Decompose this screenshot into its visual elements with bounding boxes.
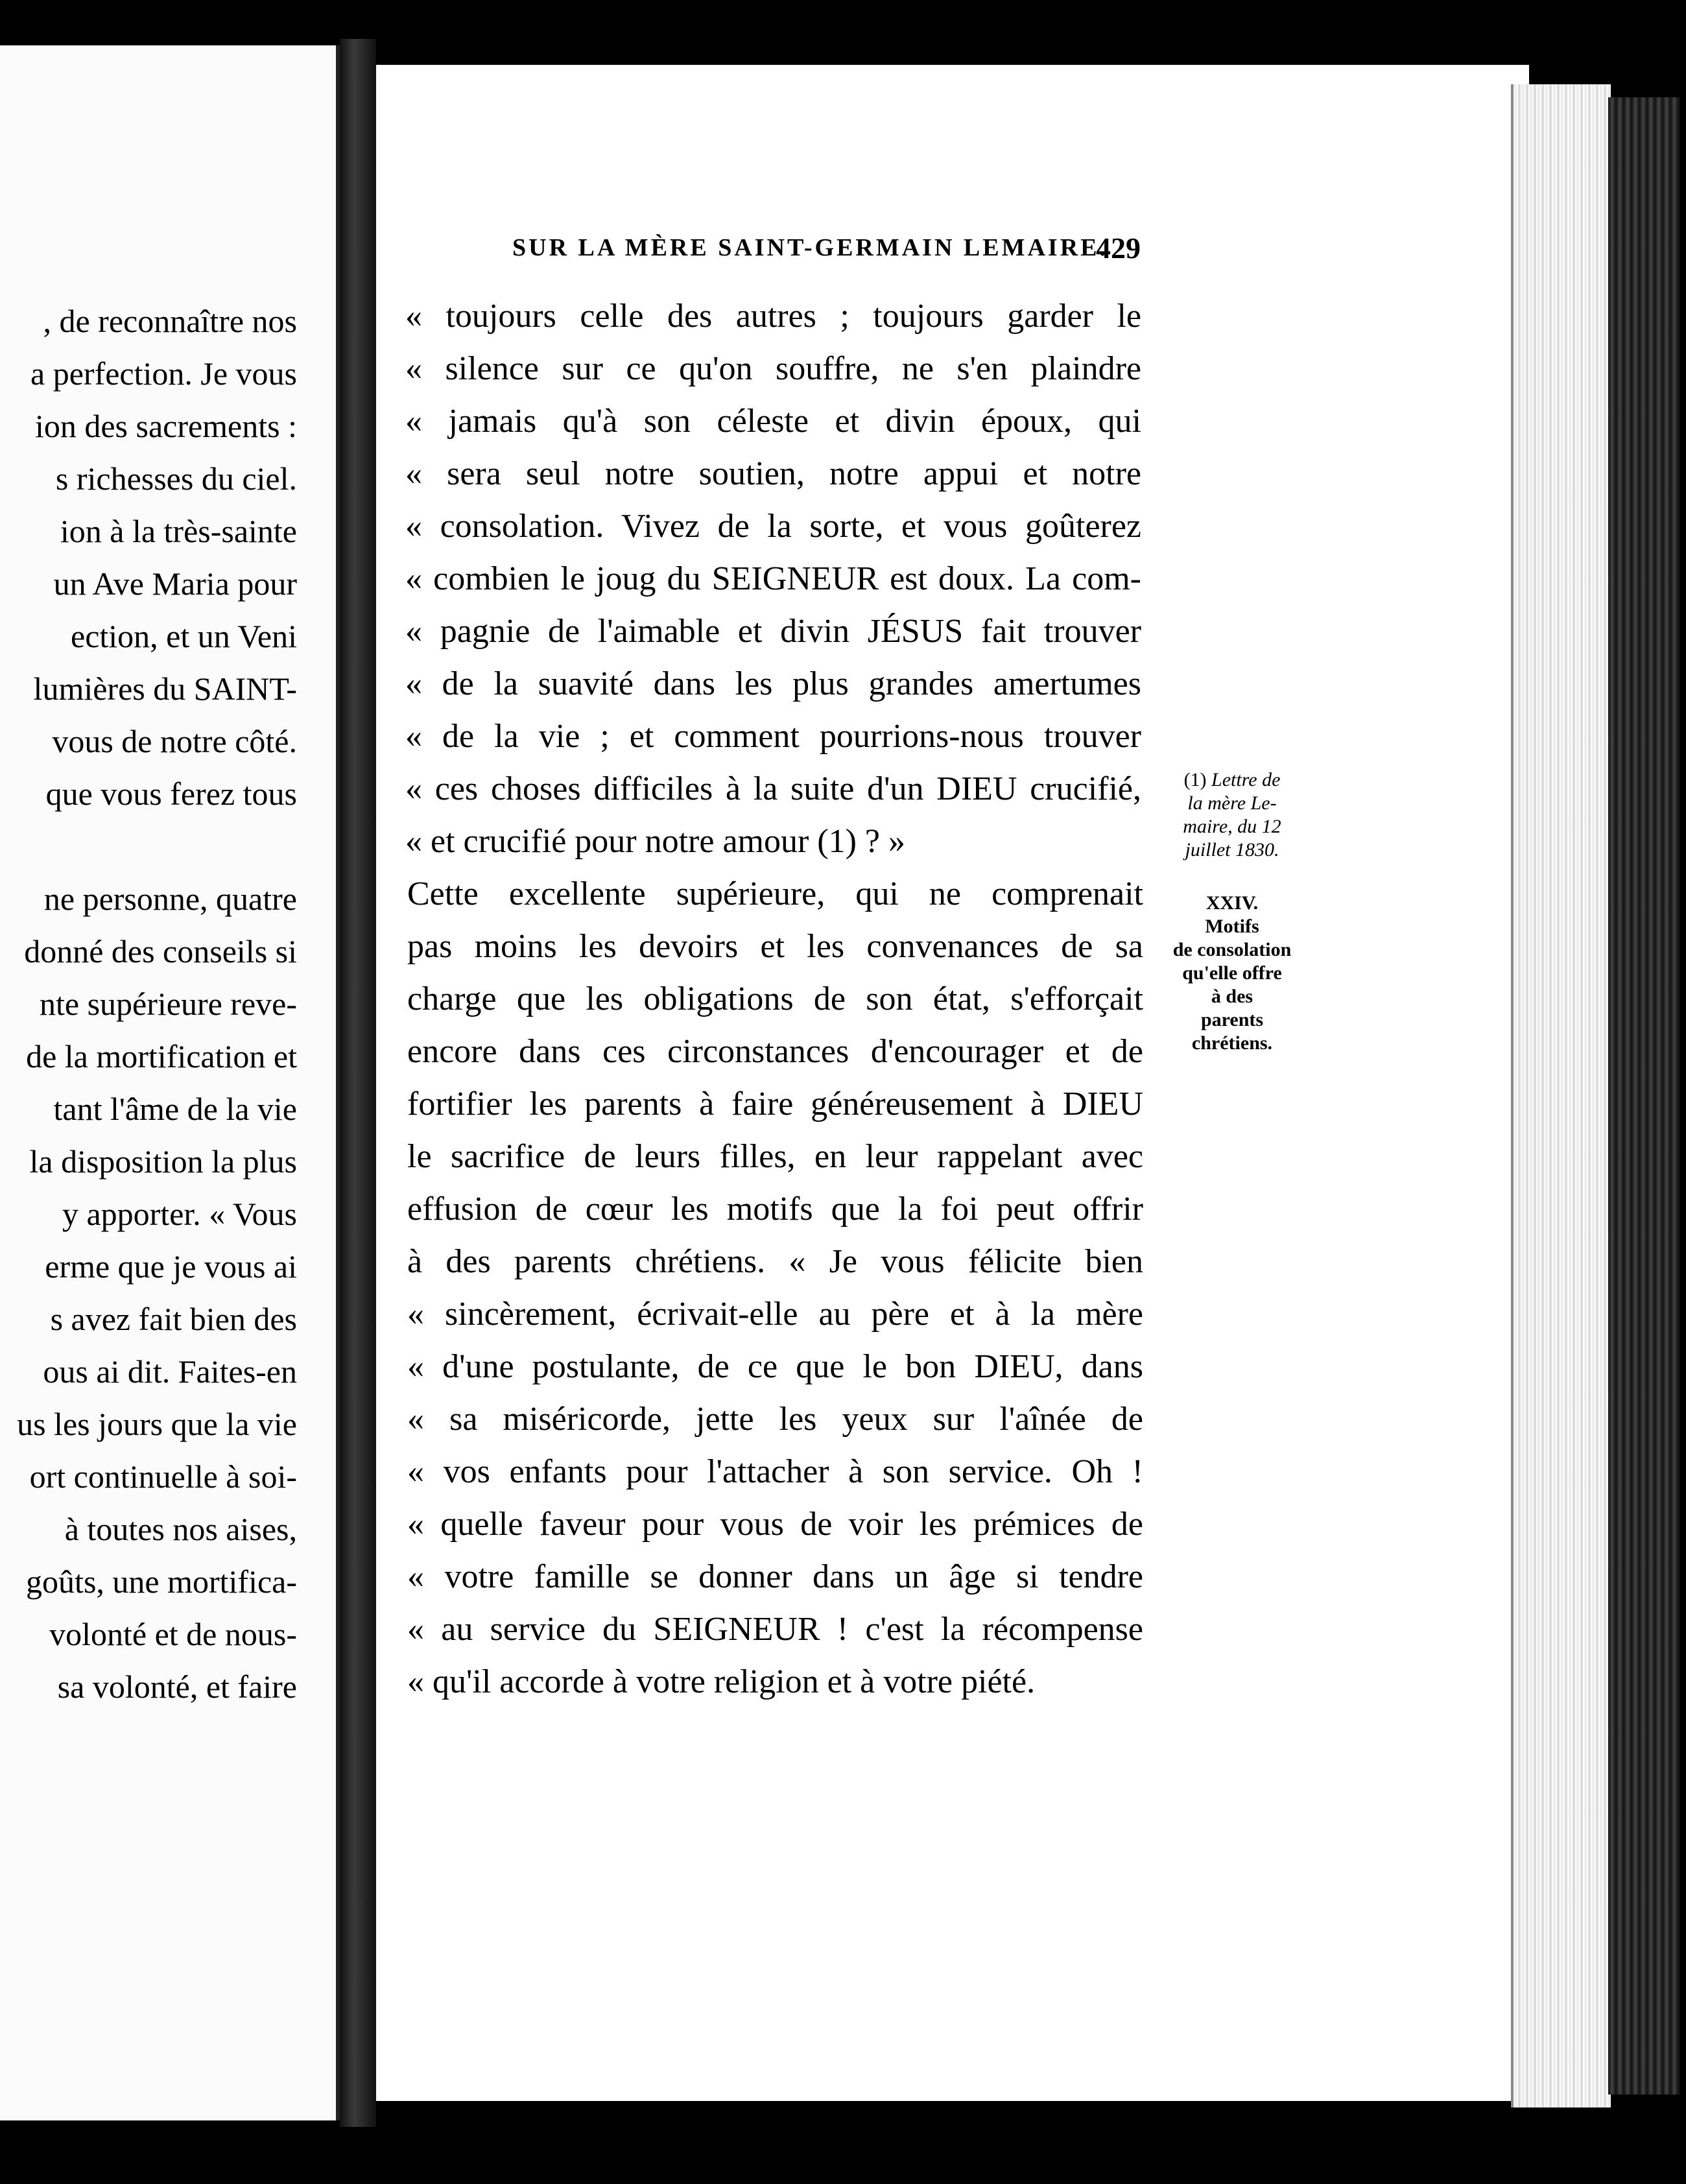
body-line: « votre famille se donner dans un âge si tendre	[407, 1558, 1143, 1595]
left-page-line: ne personne, quatre	[43, 881, 297, 917]
side-heading-line-2: de consolation	[1172, 939, 1292, 960]
left-page-line: tant l'âme de la vie	[53, 1091, 297, 1127]
body-line: « combien le joug du SEIGNEUR est doux. La com-	[405, 560, 1141, 597]
footnote-line-2: la mère Le-	[1187, 792, 1277, 814]
body-line: « et crucifié pour notre amour (1) ? »	[405, 823, 906, 860]
body-line: « au service du SEIGNEUR ! c'est la récompense	[407, 1611, 1143, 1648]
left-page-line: us les jours que la vie	[17, 1406, 297, 1442]
left-page-line: ion des sacrements :	[34, 408, 297, 444]
footnote-line-4: juillet 1830.	[1185, 839, 1279, 861]
side-heading-line-5: parents	[1200, 1009, 1264, 1030]
left-page-line: de la mortification et	[26, 1038, 297, 1074]
body-line: à des parents chrétiens. « Je vous félicite bien	[407, 1243, 1143, 1280]
body-line: encore dans ces circonstances d'encourager et de	[407, 1033, 1143, 1070]
body-line: Cette excellente supérieure, qui ne comprenait	[407, 875, 1143, 912]
page-edges	[1511, 84, 1611, 2107]
left-page-line: a perfection. Je vous	[30, 355, 297, 392]
footnote-line-1	[1148, 768, 1316, 792]
left-page-line: ous ai dit. Faites-en	[43, 1353, 297, 1390]
body-line: le sacrifice de leurs filles, en leur rappelant avec	[407, 1138, 1143, 1175]
left-page-line: erme que je vous ai	[45, 1248, 297, 1285]
side-heading-line-6: chrétiens.	[1191, 1032, 1273, 1054]
page-number: 429	[1096, 231, 1141, 265]
running-head: SUR LA MÈRE SAINT-GERMAIN LEMAIRE.	[512, 234, 1108, 261]
side-heading-numeral: XXIV.	[1205, 892, 1259, 914]
book-cover-edge	[1608, 97, 1680, 2095]
left-page-line: vous de notre côté.	[52, 723, 297, 759]
left-page-line: y apporter. « Vous	[62, 1196, 297, 1232]
left-page	[0, 45, 340, 2120]
body-line: charge que les obligations de son état, s'efforçait	[407, 980, 1143, 1017]
body-line: « qu'il accorde à votre religion et à votre piété.	[407, 1663, 1036, 1700]
left-page-line: donné des conseils si	[24, 933, 297, 969]
body-line: « vos enfants pour l'attacher à son service. Oh !	[407, 1453, 1143, 1490]
left-page-line: que vous ferez tous	[45, 776, 297, 812]
body-line: « consolation. Vivez de la sorte, et vous goûterez	[405, 508, 1141, 545]
body-line: « sera seul notre soutien, notre appui et notre	[405, 455, 1141, 492]
left-page-line: lumières du SAINT-	[33, 671, 297, 707]
left-page-line: s avez fait bien des	[50, 1301, 297, 1337]
side-heading-line-3: qu'elle offre	[1182, 962, 1282, 984]
body-line: effusion de cœur les motifs que la foi peut offrir	[407, 1191, 1143, 1228]
left-page-line: ion à la très-sainte	[60, 513, 297, 549]
body-line: « silence sur ce qu'on souffre, ne s'en plaindre	[405, 350, 1141, 387]
left-page-line: ection, et un Veni	[71, 618, 297, 654]
left-page-line: , de reconnaître nos	[43, 303, 297, 339]
side-heading-line-4: à des	[1211, 986, 1253, 1007]
body-line: « sa miséricorde, jette les yeux sur l'aînée de	[407, 1401, 1143, 1438]
footnote-text-1: Lettre de	[1211, 769, 1281, 790]
left-page-line: s richesses du ciel.	[55, 460, 297, 497]
body-line: « de la vie ; et comment pourrions-nous trouver	[405, 718, 1141, 755]
body-line: « d'une postulante, de ce que le bon DIEU, dans	[407, 1348, 1143, 1385]
book-gutter	[340, 39, 376, 2127]
body-line: « jamais qu'à son céleste et divin époux, qui	[405, 403, 1141, 440]
left-page-line: à toutes nos aises,	[64, 1511, 297, 1547]
side-heading	[1148, 892, 1316, 1055]
body-line: « quelle faveur pour vous de voir les prémices de	[407, 1506, 1143, 1543]
side-heading-line-1: Motifs	[1205, 916, 1259, 937]
left-page-line: nte supérieure reve-	[40, 986, 297, 1022]
left-page-line: ort continuelle à soi-	[29, 1458, 297, 1495]
footnote	[1148, 768, 1316, 862]
body-line: « toujours celle des autres ; toujours garder le	[405, 298, 1141, 335]
body-line: pas moins les devoirs et les convenances de sa	[407, 928, 1143, 965]
left-page-line: volonté et de nous-	[49, 1616, 297, 1652]
left-page-line: sa volonté, et faire	[57, 1668, 297, 1705]
left-page-line: la disposition la plus	[29, 1143, 297, 1180]
body-line: fortifier les parents à faire généreusement à DIEU	[407, 1086, 1143, 1122]
left-page-line: un Ave Maria pour	[53, 565, 297, 602]
body-line: « de la suavité dans les plus grandes amertumes	[405, 665, 1141, 702]
body-line: « sincèrement, écrivait-elle au père et à la mère	[407, 1296, 1143, 1333]
body-line: « ces choses difficiles à la suite d'un DIEU crucifié,	[405, 770, 1141, 807]
footnote-line-3: maire, du 12	[1183, 816, 1281, 837]
footnote-number: (1)	[1183, 769, 1207, 790]
body-line: « pagnie de l'aimable et divin JÉSUS fait trouver	[405, 613, 1141, 650]
left-page-line: goûts, une mortifica-	[26, 1563, 297, 1600]
